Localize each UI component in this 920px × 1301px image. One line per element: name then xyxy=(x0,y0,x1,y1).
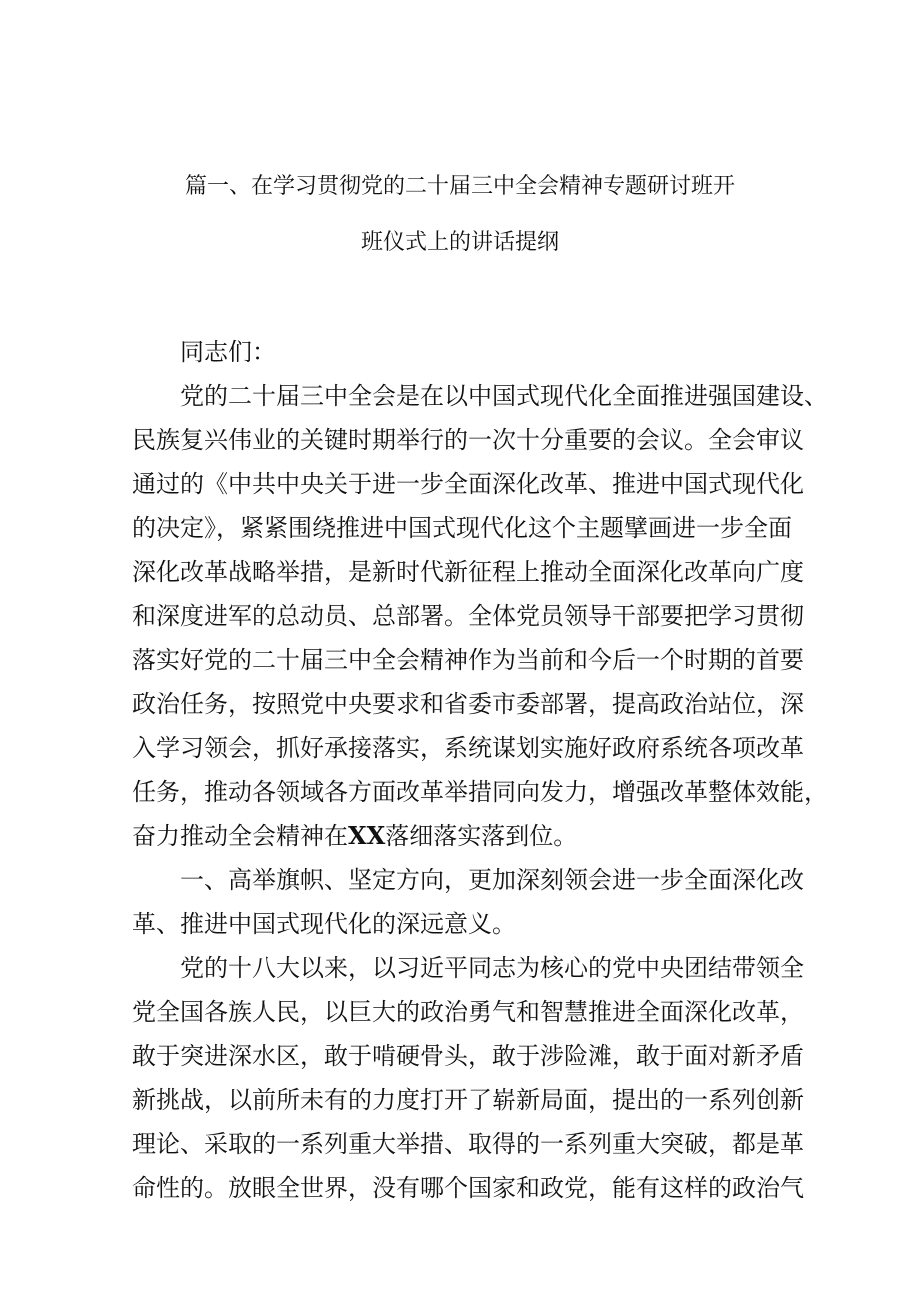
section-heading-line: 一、高举旗帜、坚定方向，更加深刻领会进一步全面深化改 xyxy=(180,866,804,894)
section-heading-line: 革、推进中国式现代化的深远意义。 xyxy=(132,910,516,938)
paragraph-line: 党的二十届三中全会是在以中国式现代化全面推进强国建设、 xyxy=(180,382,828,410)
document-title-line-1: 篇一、在学习贯彻党的二十届三中全会精神专题研讨班开 xyxy=(184,174,735,199)
paragraph-line: 深化改革战略举措，是新时代新征程上推动全面深化改革向广度 xyxy=(132,558,804,586)
paragraph-line: 的决定》，紧紧围绕推进中国式现代化这个主题擘画进一步全面 xyxy=(132,514,792,542)
text-segment: 奋力推动全会精神在 xyxy=(132,822,348,850)
paragraph-line: 任务，推动各领域各方面改革举措同向发力，增强改革整体效能， xyxy=(132,778,828,806)
paragraph-line: 敢于突进深水区，敢于啃硬骨头，敢于涉险滩，敢于面对新矛盾 xyxy=(132,1042,804,1070)
paragraph-line: 和深度进军的总动员、总部署。全体党员领导干部要把学习贯彻 xyxy=(132,602,804,630)
text-segment: 落细落实落到位。 xyxy=(385,822,578,850)
paragraph-line: 入学习领会，抓好承接落实，系统谋划实施好政府系统各项改革 xyxy=(132,734,804,762)
paragraph-line: 党的十八大以来，以习近平同志为核心的党中央团结带领全 xyxy=(180,954,804,982)
paragraph-line: 新挑战，以前所未有的力度打开了崭新局面，提出的一系列创新 xyxy=(132,1086,804,1114)
paragraph-line: 党全国各族人民，以巨大的政治勇气和智慧推进全面深化改革， xyxy=(132,998,804,1026)
paragraph-line: 政治任务，按照党中央要求和省委市委部署，提高政治站位，深 xyxy=(132,690,804,718)
document-body xyxy=(132,330,828,1210)
paragraph-line: 民族复兴伟业的关键时期举行的一次十分重要的会议。全会审议 xyxy=(132,426,804,454)
paragraph-line: 命性的。放眼全世界，没有哪个国家和政党，能有这样的政治气 xyxy=(132,1174,804,1202)
paragraph-line-last xyxy=(132,814,792,858)
placeholder-xx: XX xyxy=(348,821,386,850)
salutation: 同志们： xyxy=(180,338,276,366)
paragraph-line: 落实好党的二十届三中全会精神作为当前和今后一个时期的首要 xyxy=(132,646,804,674)
document-title-line-2: 班仪式上的讲话提纲 xyxy=(360,230,559,255)
paragraph-line: 通过的《中共中央关于进一步全面深化改革、推进中国式现代化 xyxy=(132,470,804,498)
paragraph-line: 理论、采取的一系列重大举措、取得的一系列重大突破，都是革 xyxy=(132,1130,804,1158)
